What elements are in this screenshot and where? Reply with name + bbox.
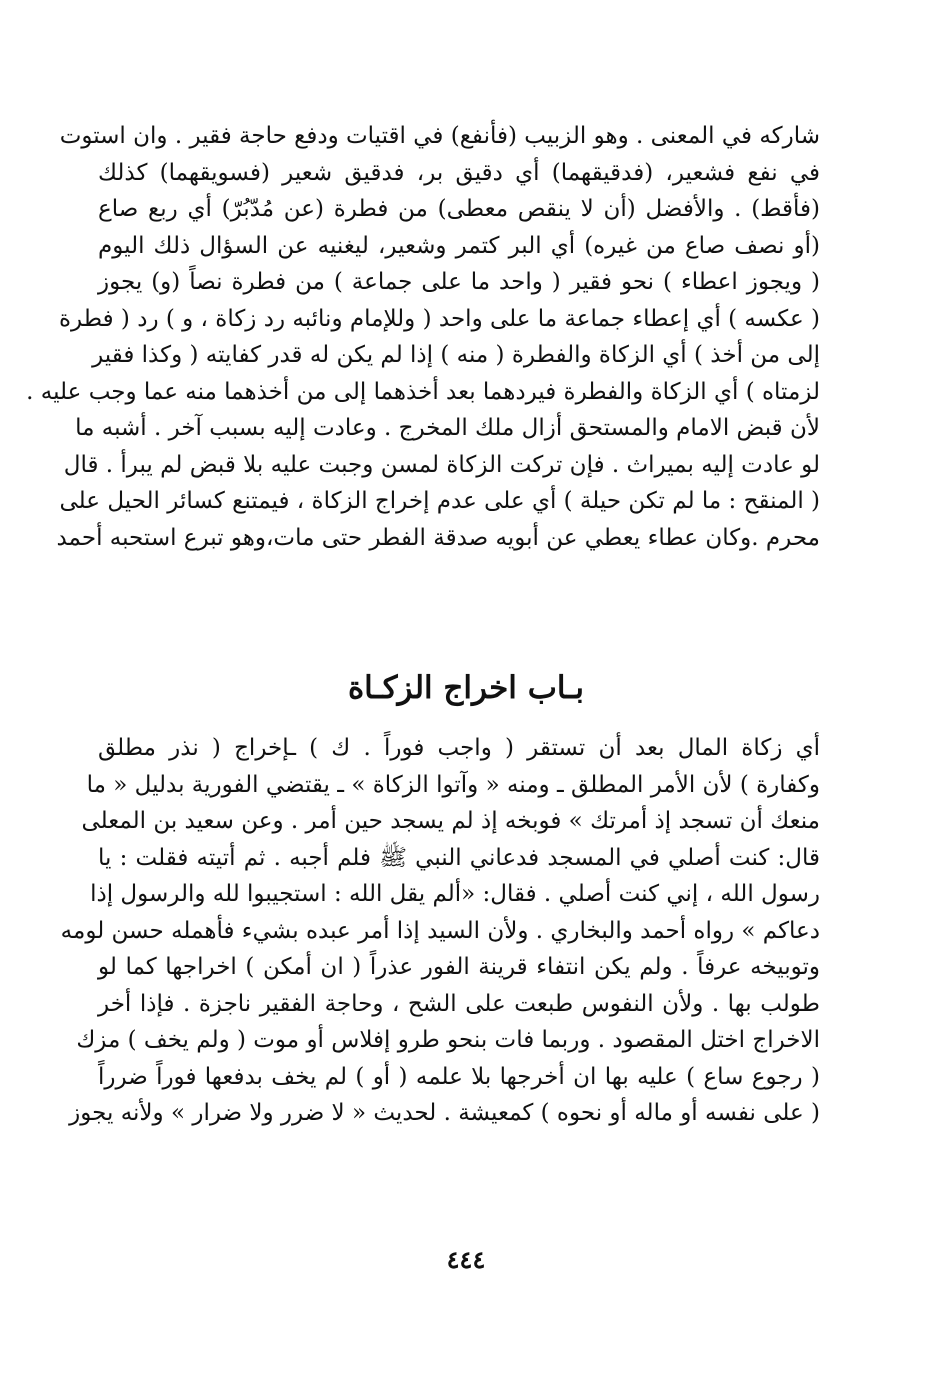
chapter-heading: بـاب اخراج الزكـاة (347, 670, 585, 706)
text-line: (فأقط) . والأفضل (أن لا ينقص معطى) من فطرة (عن مُدّبُرّ) أي ربع صاع (98, 196, 820, 222)
section-1-text (26, 118, 820, 556)
section-2-text (60, 730, 821, 1132)
page-number: ٤٤٤ (446, 1245, 486, 1274)
text-line: في نفع فشعير، (فدقيقهما) أي دقيق بر، فدقيق شعير (فسويقهما) كذلك (98, 159, 820, 186)
text-line: ( على نفسه أو ماله أو نحوه ) كمعيشة . لحديث « لا ضرر ولا ضرار » ولأنه يجوز (69, 1100, 820, 1126)
text-line: منعك أن تسجد إذ أمرتك » فوبخه إذ لم يسجد حين أمر . وعن سعيد بن المعلى (81, 808, 820, 834)
text-line: لزمتاه ) أي الزكاة والفطرة فيردهما بعد أخذهما إلى من أخذهما منه عما وجب عليه . (26, 378, 820, 405)
text-line: ( عكسه ) أي إعطاء جماعة ما على واحد ( وللإمام ونائبه رد زكاة ، و ) رد ( فطرة (59, 305, 820, 332)
text-line: ( ويجوز اعطاء ) نحو فقير ( واحد ما على جماعة ) من فطرة نصاً (و) يجوز (98, 269, 820, 295)
text-line: شاركه في المعنى . وهو الزبيب (فأنفع) في اقتيات ودفع حاجة فقير . وان استوت (59, 123, 820, 149)
text-line: وتوبيخه عرفاً . ولم يكن انتفاء قرينة الفور عذراً ( ان أمكن ) اخراجها كما لو (98, 954, 820, 980)
text-line: إلى من أخذ ) أي الزكاة والفطرة ( منه ) إذا لم يكن له قدر كفايته ( وكذا فقير (92, 342, 820, 368)
text-line: ( المنقح : ما لم تكن حيلة ) أي على عدم إخراج الزكاة ، فيمتنع كسائر الحيل على (59, 488, 820, 514)
text-line: الاخراج اختل المقصود . وربما فات بنحو طرو إفلاس أو موت ( ولم يخف ) مزك (76, 1027, 820, 1053)
text-line: ( رجوع ساع ) عليه بها ان أخرجها بلا علمه ( أو ) لم يخف بدفعها فوراً ضرراً (98, 1063, 820, 1090)
text-line: لو عادت إليه بميراث . فإن تركت الزكاة لمسن وجبت عليه بلا قبض لم يبرأ . قال (63, 451, 820, 478)
text-line: لأن قبض الامام والمستحق أزال ملك المخرج . وعادت إليه بسبب آخر . أشبه ما (75, 415, 820, 441)
text-line: قال: كنت أصلي في المسجد فدعاني النبي ﷺ فلم أجبه . ثم أتيته فقلت : يا (98, 844, 820, 871)
text-line: رسول الله ، إني كنت أصلي . فقال: «ألم يقل الله : استجيبوا لله والرسول إذا (90, 881, 820, 907)
text-line: محرم .وكان عطاء يعطي عن أبويه صدقة الفطر حتى مات،وهو تبرع استحبه أحمد (56, 524, 820, 551)
text-line: (أو نصف صاع من غيره) أي البر كتمر وشعير، ليغنيه عن السؤال ذلك اليوم (98, 232, 820, 259)
text-line: دعاكم » رواه أحمد والبخاري . ولأن السيد إذا أمر عبده بشيء فأهمله حسن لومه (60, 917, 820, 944)
text-line: وكفارة ) لأن الأمر المطلق ـ ومنه « وآتوا الزكاة » ـ يقتضي الفورية بدليل « ما (86, 771, 820, 798)
text-line: طولب بها . ولأن النفوس طبعت على الشح ، وحاجة الفقير ناجزة . فإذا أخر (98, 990, 820, 1017)
text-line: أي زكاة المال بعد أن تستقر ( واجب فوراً . ك ) ـإخراج ( نذر مطلق (98, 735, 821, 761)
